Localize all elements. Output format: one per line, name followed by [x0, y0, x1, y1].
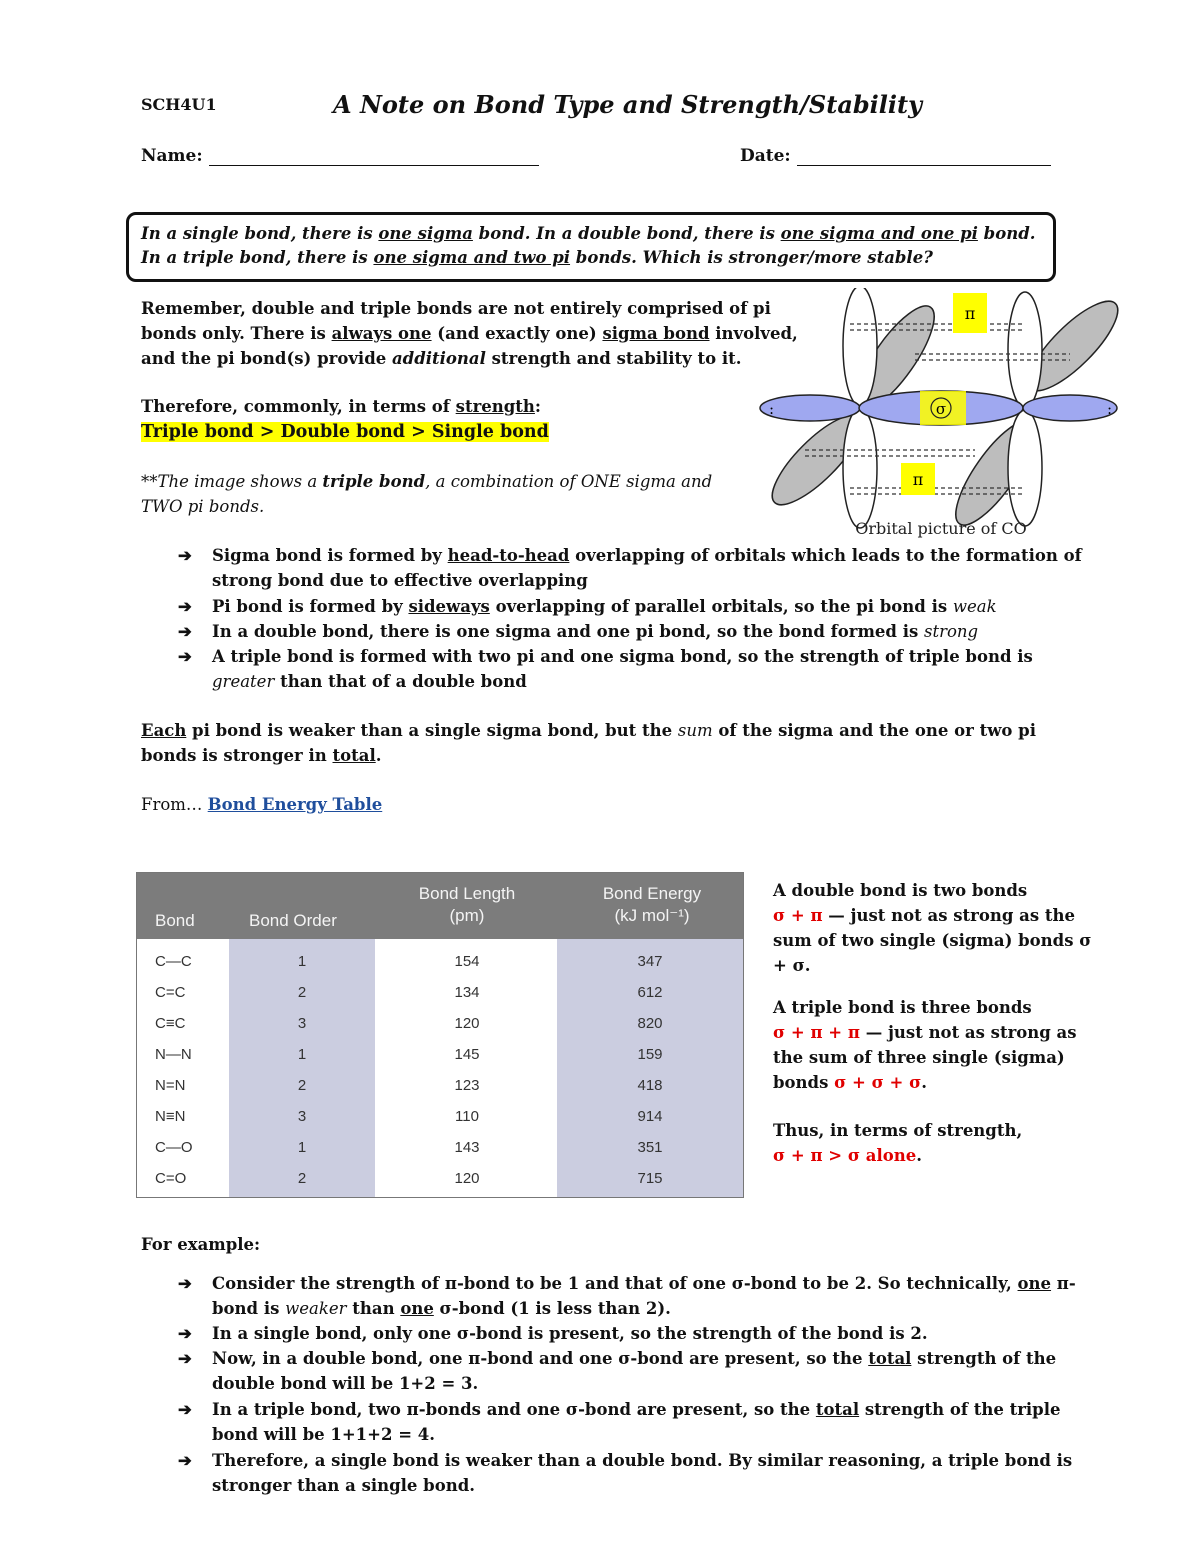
pi-lobe-outline [843, 408, 877, 528]
table-cell-length: 120 [454, 1170, 480, 1187]
bond-energy-table [136, 872, 744, 1198]
list-item: ➔ In a double bond, there is one sigma and one pi bond, so the bond formed is strong [178, 619, 1092, 644]
list-item: ➔ A triple bond is formed with two pi and one sigma bond, so the strength of triple bond is greater than that of a double bond [178, 644, 1092, 694]
table-cell-order: 2 [297, 1077, 307, 1094]
table-cell-bond: N=N [155, 1077, 186, 1094]
arrow-icon: ➔ [178, 1324, 192, 1343]
table-cell-order: 1 [297, 1046, 307, 1063]
list-item: ➔ In a single bond, only one σ-bond is present, so the strength of the bond is 2. [178, 1321, 1092, 1346]
name-field[interactable] [141, 146, 539, 166]
pi-lobe-outline [843, 288, 877, 406]
sigma-lobe [760, 395, 860, 421]
double-bond-note: A double bond is two bonds σ + π — just not as strong as the sum of two single (sigma) bonds σ + σ. [773, 881, 1092, 975]
list-item: ➔ In a triple bond, two π-bonds and one σ-bond are present, so the total strength of the triple bond will be 1+1+2 = 4. [178, 1397, 1092, 1447]
arrow-icon: ➔ [178, 597, 192, 616]
table-cell-bond: C—C [155, 953, 192, 970]
table-cell-energy: 820 [637, 1015, 663, 1032]
list-item: ➔ Therefore, a single bond is weaker than a double bond. By similar reasoning, a triple bond is stronger than a single bond. [178, 1448, 1092, 1498]
table-cell-length: 120 [454, 1015, 480, 1032]
lone-pair-left: : [769, 400, 775, 418]
image-note: **The image shows a triple bond, a combination of ONE sigma and TWO pi bonds. [141, 472, 713, 516]
table-cell-length: 123 [454, 1077, 480, 1094]
list-item: ➔ Sigma bond is formed by head-to-head overlapping of orbitals which leads to the formation of strong bond due to effective overlapping [178, 543, 1092, 593]
date-field[interactable] [740, 146, 1051, 166]
name-blank[interactable] [209, 147, 539, 166]
example-heading: For example: [141, 1235, 261, 1254]
arrow-icon: ➔ [178, 1274, 192, 1293]
arrow-icon: ➔ [178, 647, 192, 666]
table-cell-order: 3 [297, 1015, 307, 1032]
date-blank[interactable] [797, 147, 1051, 166]
col-header-bond: Bond [155, 911, 195, 930]
sigma-lobe [1023, 395, 1117, 421]
pi-label-top: π [964, 304, 976, 323]
table-cell-bond: C—O [155, 1139, 193, 1156]
table-cell-order: 1 [297, 1139, 307, 1156]
date-label: Date: [740, 146, 791, 166]
col-header-energy: Bond Energy (kJ mol⁻¹) [602, 884, 702, 925]
sigma-label: σ [935, 400, 947, 418]
table-cell-bond: N—N [155, 1046, 192, 1063]
table-cell-bond: C≡C [155, 1015, 186, 1032]
arrow-icon: ➔ [178, 1349, 192, 1368]
table-cell-order: 3 [297, 1108, 307, 1125]
orbital-figure [755, 288, 1125, 543]
list-item: ➔ Now, in a double bond, one π-bond and one σ-bond are present, so the total strength of the double bond will be 1+2 = 3. [178, 1346, 1092, 1396]
pi-label-bottom: π [912, 470, 924, 489]
table-cell-length: 110 [455, 1108, 479, 1125]
course-code: SCH4U1 [141, 95, 217, 114]
table-cell-bond: C=C [155, 984, 186, 1001]
table-cell-order: 1 [297, 953, 307, 970]
table-cell-length: 134 [454, 984, 480, 1001]
bond-energy-table-link[interactable]: Bond Energy Table [207, 795, 383, 814]
table-cell-energy: 418 [637, 1077, 663, 1094]
arrow-icon: ➔ [178, 1400, 192, 1419]
pi-lobe-outline [1008, 410, 1042, 526]
from-line: From… Bond Energy Table [141, 795, 383, 814]
remember-paragraph: Remember, double and triple bonds are not entirely comprised of pi bonds only. There is always one (and exactly one) sigma bond involved, and the pi bond(s) provide additional strength and stability to it. [141, 299, 798, 368]
col-header-length: Bond Length (pm) [418, 884, 516, 925]
arrow-icon: ➔ [178, 1451, 192, 1470]
table-cell-energy: 347 [637, 953, 663, 970]
table-cell-bond: C=O [155, 1170, 187, 1187]
list-item: ➔ Pi bond is formed by sideways overlapping of parallel orbitals, so the pi bond is weak [178, 594, 1092, 619]
table-cell-length: 154 [454, 953, 480, 970]
lone-pair-right: : [1107, 400, 1113, 418]
each-paragraph: Each pi bond is weaker than a single sigma bond, but the sum of the sigma and the one or two pi bonds is stronger in total. [141, 721, 1036, 765]
col-header-order: Bond Order [249, 911, 337, 930]
table-cell-energy: 612 [637, 984, 663, 1001]
table-cell-energy: 914 [637, 1108, 663, 1125]
table-cell-order: 2 [297, 1170, 307, 1187]
page-title: A Note on Bond Type and Strength/Stability [333, 90, 923, 119]
table-cell-energy: 715 [637, 1170, 663, 1187]
strength-order: Triple bond > Double bond > Single bond [141, 422, 549, 442]
table-cell-length: 145 [454, 1046, 480, 1063]
list-item: ➔ Consider the strength of π-bond to be 1 and that of one σ-bond to be 2. So technically, one π-bond is weaker than one σ-bond (1 is less than 2). [178, 1271, 1092, 1321]
name-label: Name: [141, 146, 203, 166]
arrow-icon: ➔ [178, 546, 192, 565]
table-cell-energy: 351 [637, 1139, 663, 1156]
arrow-icon: ➔ [178, 622, 192, 641]
thus-note: Thus, in terms of strength, σ + π > σ alone. [773, 1121, 1023, 1165]
table-cell-length: 143 [454, 1139, 480, 1156]
table-cell-order: 2 [297, 984, 307, 1001]
callout-text: In a single bond, there is one sigma bond. In a double bond, there is one sigma and one pi bond. In a triple bond, there is one sigma and two pi bonds. Which is stronger/more stable? [141, 224, 1036, 267]
pi-lobe-outline [1008, 292, 1042, 408]
table-cell-energy: 159 [637, 1046, 663, 1063]
table-cell-bond: N≡N [155, 1108, 186, 1125]
figure-caption: Orbital picture of CO [855, 519, 1027, 538]
triple-bond-note: A triple bond is three bonds σ + π + π — just not as strong as the sum of three single (sigma) bonds σ + σ + σ. [773, 998, 1077, 1092]
therefore-paragraph: Therefore, commonly, in terms of strength: Triple bond > Double bond > Single bond [141, 397, 549, 442]
